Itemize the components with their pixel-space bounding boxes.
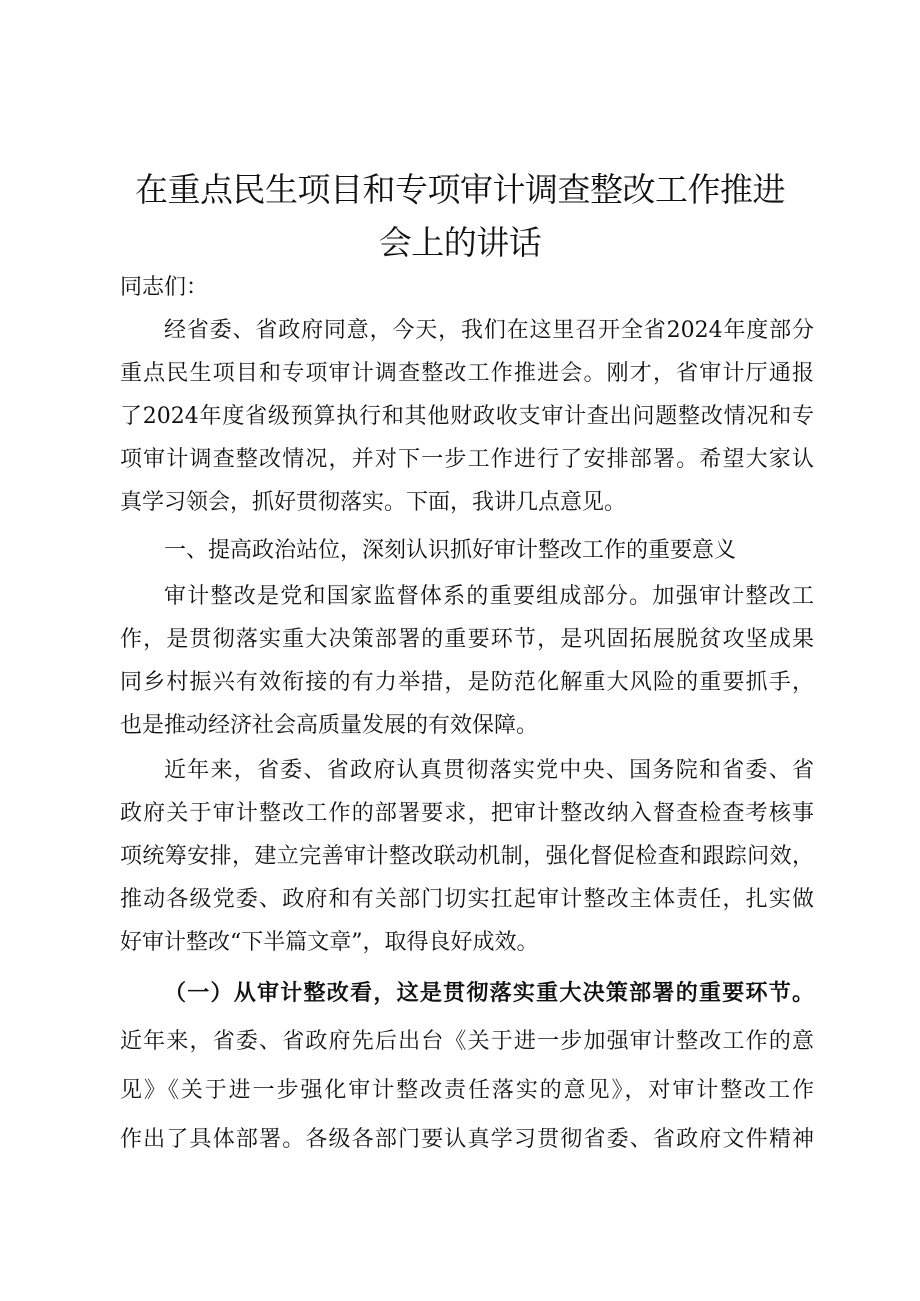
paragraph-line: 同乡村振兴有效衔接的有力举措，是防范化解重大风险的重要抓手， [120, 670, 814, 695]
paragraph-line: 重点民生项目和专项审计调查整改工作推进会。刚才，省审计厅通报 [120, 361, 814, 386]
paragraph-line: 项审计调查整改情况，并对下一步工作进行了安排部署。希望大家认 [120, 447, 814, 472]
section-heading: 一、提高政治站位，深刻认识抓好审计整改工作的重要意义 [164, 538, 737, 563]
paragraph-line: 见》《关于进一步强化审计整改责任落实的意见》，对审计整改工作 [120, 1078, 814, 1103]
paragraph-line: 项统筹安排，建立完善审计整改联动机制，强化督促检查和跟踪问效， [120, 844, 814, 869]
document-title-line-1: 在重点民生项目和专项审计调查整改工作推进 [135, 170, 785, 209]
paragraph-line: 作出了具体部署。各级各部门要认真学习贯彻省委、省政府文件精神 [120, 1127, 814, 1152]
paragraph-line: 也是推动经济社会高质量发展的有效保障。 [120, 713, 539, 738]
paragraph-line: 好审计整改“下半篇文章”，取得良好成效。 [120, 930, 539, 955]
paragraph-line: 真学习领会，抓好贯彻落实。下面，我讲几点意见。 [120, 490, 627, 515]
subsection-heading: （一）从审计整改看，这是贯彻落实重大决策部署的重要环节。 [164, 980, 814, 1006]
paragraph-line: 推动各级党委、政府和有关部门切实扛起审计整改主体责任，扎实做 [120, 887, 814, 912]
paragraph-line: 经省委、省政府同意，今天，我们在这里召开全省2024年度部分 [164, 318, 814, 343]
paragraph-line: 近年来，省委、省政府认真贯彻落实党中央、国务院和省委、省 [164, 758, 814, 783]
greeting: 同志们： [120, 275, 209, 300]
paragraph-line: 政府关于审计整改工作的部署要求，把审计整改纳入督查检查考核事 [120, 801, 814, 826]
paragraph-line: 作，是贯彻落实重大决策部署的重要环节，是巩固拓展脱贫攻坚成果 [120, 627, 814, 652]
document-title-line-2: 会上的讲话 [378, 223, 542, 262]
paragraph-line: 了2024年度省级预算执行和其他财政收支审计查出问题整改情况和专 [120, 404, 814, 429]
paragraph-line: 审计整改是党和国家监督体系的重要组成部分。加强审计整改工 [164, 584, 814, 609]
paragraph-line: 近年来，省委、省政府先后出台《关于进一步加强审计整改工作的意 [120, 1029, 814, 1054]
